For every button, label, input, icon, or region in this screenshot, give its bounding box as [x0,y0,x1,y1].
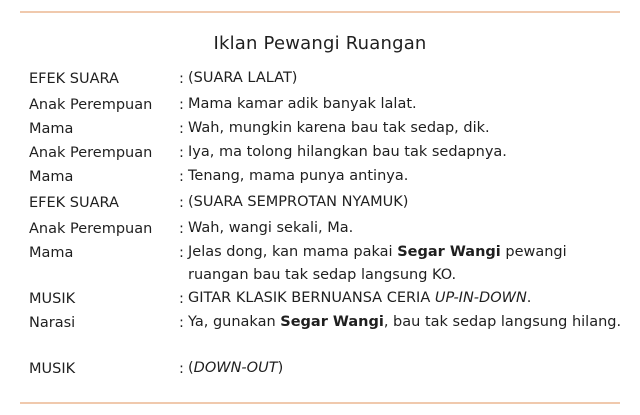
colon-separator: : [179,245,184,261]
music-term: DOWN-OUT [193,360,278,376]
dialogue-segment: Iya, ma tolong hilangkan bau tak sedapnya. [188,144,507,160]
colon-separator: : [179,315,184,331]
colon-separator: : [179,361,184,377]
dialogue-segment: , bau tak sedap langsung hilang. [383,314,622,330]
dialogue-text [188,67,628,90]
dialogue-text [188,93,628,116]
top-divider [20,11,620,13]
dialogue-segment: GITAR KLASIK BERNUANSA CERIA [188,290,435,306]
speaker-label: Mama [29,121,74,137]
script-line [29,191,629,215]
dialogue-segment: (SUARA LALAT) [188,70,298,86]
speaker-label: Anak Perempuan [29,145,153,161]
colon-separator: : [179,169,184,185]
dialogue-segment: ( [188,360,194,376]
product-name: Segar Wangi [280,314,384,330]
speaker-label: Narasi [29,315,76,331]
dialogue-segment: Tenang, mama punya antinya. [188,168,409,184]
music-term: UP-IN-DOWN [434,290,527,306]
product-name: Segar Wangi [397,244,501,260]
script-line [29,357,629,381]
colon-separator: : [179,195,184,211]
colon-separator: : [179,97,184,113]
dialogue-segment: Jelas dong, kan mama pakai [188,244,398,260]
dialogue-text [188,287,628,310]
script-line [29,117,629,141]
script-dialogue [29,67,629,381]
dialogue-segment: Mama kamar adik banyak lalat. [188,96,417,112]
colon-separator: : [179,145,184,161]
script-line [29,141,629,165]
script-line [29,217,629,241]
dialogue-text [188,241,628,287]
speaker-label: EFEK SUARA [29,195,119,211]
dialogue-segment: ) [277,360,284,376]
dialogue-text [188,117,628,140]
dialogue-text [188,165,628,188]
colon-separator: : [179,71,184,87]
dialogue-segment: pewangi ruangan bau tak sedap langsung KO. [188,244,567,283]
dialogue-text [188,311,628,334]
dialogue-segment: (SUARA SEMPROTAN NYAMUK) [188,194,409,210]
speaker-label: Mama [29,245,74,261]
dialogue-text [188,217,628,240]
speaker-label: Anak Perempuan [29,221,153,237]
dialogue-segment: Ya, gunakan [188,314,281,330]
speaker-label: MUSIK [29,361,76,377]
script-line [29,165,629,189]
page-title: Iklan Pewangi Ruangan [213,33,427,54]
colon-separator: : [179,121,184,137]
dialogue-segment: Wah, mungkin karena bau tak sedap, dik. [188,120,490,136]
dialogue-text [188,357,628,380]
speaker-label: MUSIK [29,291,76,307]
colon-separator: : [179,221,184,237]
script-line [29,67,629,91]
speaker-label: EFEK SUARA [29,71,119,87]
bottom-divider [20,402,620,404]
dialogue-segment: . [526,290,532,306]
script-line [29,287,629,311]
colon-separator: : [179,291,184,307]
script-line [29,241,629,287]
dialogue-text [188,191,628,214]
script-line [29,311,629,357]
speaker-label: Mama [29,169,74,185]
speaker-label: Anak Perempuan [29,97,153,113]
script-line [29,93,629,117]
dialogue-text [188,141,628,164]
dialogue-segment: Wah, wangi sekali, Ma. [188,220,354,236]
